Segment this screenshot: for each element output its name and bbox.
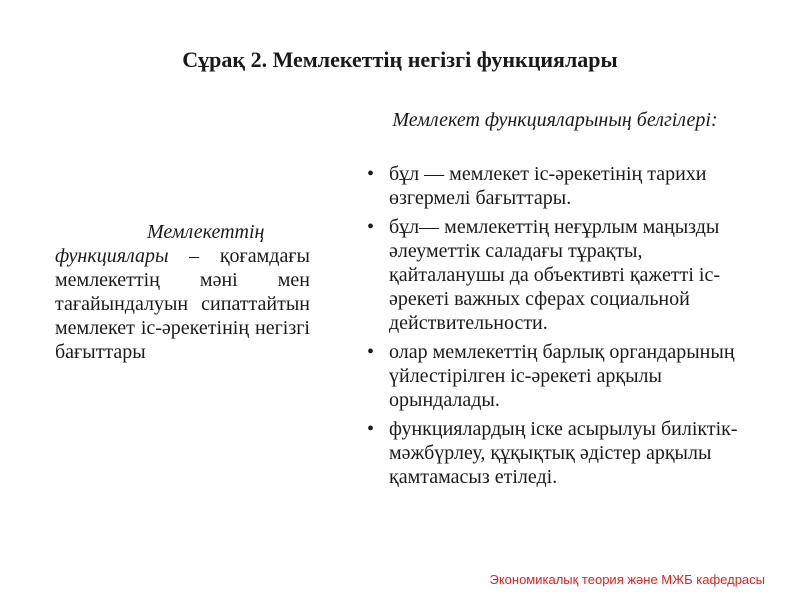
list-item [367,162,752,210]
footer-department: Экономикалық теория және МЖБ кафедрасы [489,572,765,587]
list-item-text: бұл — мемлекет іс-әрекетінің тарихи өзгермелі бағыттары. [389,163,707,209]
definition-block [55,220,310,364]
bullet-icon: • [367,418,375,440]
list-item [367,417,752,489]
list-item-text: бұл— мемлекеттің неғұрлым маңызды әлеуметтік саладағы тұрақты, қайталанушы да объективті қажетті іс-әрекеті важных сферах социальной действительности. [389,216,720,334]
bullet-icon: • [367,341,375,363]
features-list [367,162,752,494]
list-item-text: функциялардың іске асырылуы биліктік-мәжбүрлеу, құқықтық әдістер арқылы қамтамасыз етіледі. [389,418,738,488]
bullet-icon: • [367,163,375,185]
definition-text: – қоғамдағы мемлекеттің мәні мен тағайындалуын сипаттайтын мемлекет іс-әрекетінің негізгі бағыттары [55,245,310,363]
bullet-icon: • [367,216,375,238]
list-item [367,340,752,412]
list-item [367,215,752,335]
definition-term: Мемлекеттің функциялары [55,221,265,267]
slide-title: Сұрақ 2. Мемлекеттің негізгі функциялары [182,47,618,72]
features-heading: Мемлекет функцияларының белгілері: [392,109,718,131]
list-item-text: олар мемлекеттің барлық органдарының үйлестірілген іс-әрекеті арқылы орындалады. [389,341,735,411]
